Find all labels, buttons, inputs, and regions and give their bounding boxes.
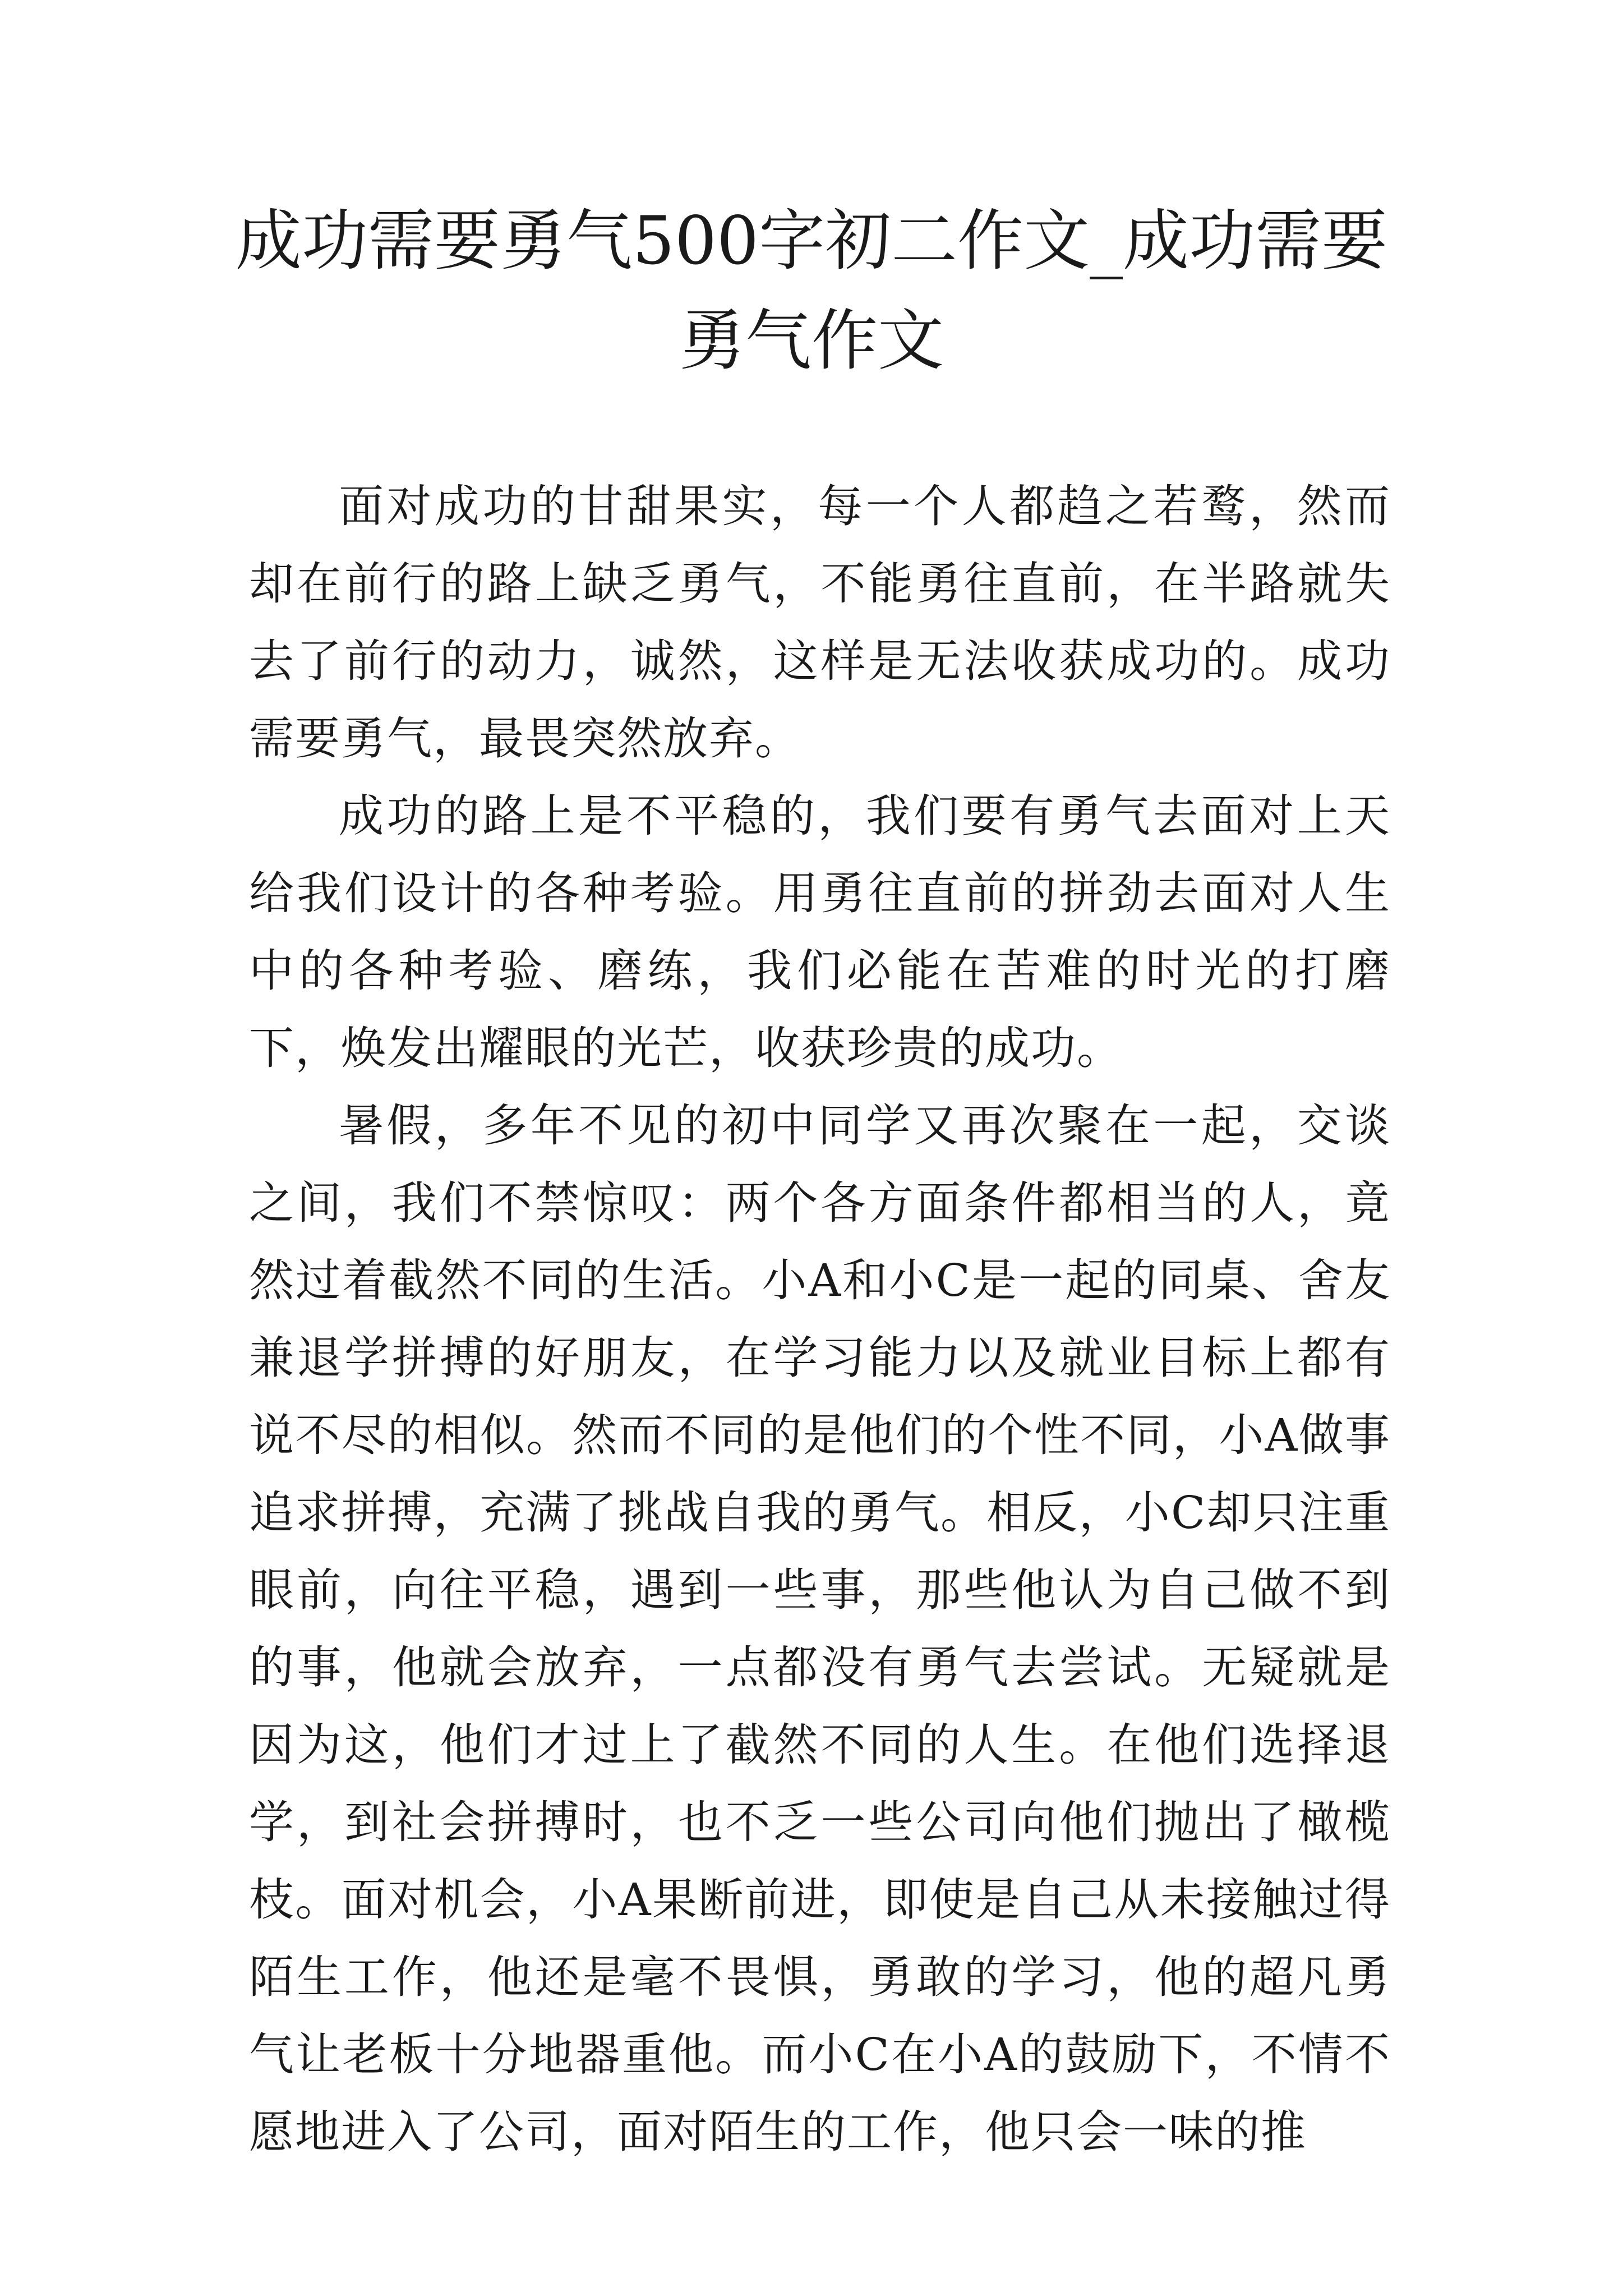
document-title: 成功需要勇气500字初二作文_成功需要勇气作文: [235, 202, 1388, 379]
paragraph-2: 成功的路上是不平稳的，我们要有勇气去面对上天给我们设计的各种考验。用勇往直前的拼劲去面对人生中的各种考验、磨练，我们必能在苦难的时光的打磨下，焕发出耀眼的光芒，收获珍贵的成功。: [249, 790, 1391, 1074]
paragraph-1: 面对成功的甘甜果实，每一个人都趋之若鹜，然而却在前行的路上缺乏勇气，不能勇往直前，在半路就失去了前行的动力，诚然，这样是无法收获成功的。成功需要勇气，最畏突然放弃。: [249, 480, 1391, 765]
document-body: [249, 468, 1391, 2171]
paragraph-3: 暑假，多年不见的初中同学又再次聚在一起，交谈之间，我们不禁惊叹：两个各方面条件都相当的人，竟然过着截然不同的生活。小A和小C是一起的同桌、舍友兼退学拼搏的好朋友，在学习能力以及就业目标上都有说不尽的相似。然而不同的是他们的个性不同，小A做事追求拼搏，充满了挑战自我的勇气。相反，小C却只注重眼前，向往平稳，遇到一些事，那些他认为自己做不到的事，他就会放弃，一点都没有勇气去尝试。无疑就是因为这，他们才过上了截然不同的人生。在他们选择退学，到社会拼搏时，也不乏一些公司向他们抛出了橄榄枝。面对机会，小A果断前进，即使是自己从未接触过得陌生工作，他还是毫不畏惧，勇敢的学习，他的超凡勇气让老板十分地器重他。而小C在小A的鼓励下，不情不愿地进入了公司，面对陌生的工作，他只会一味的推: [249, 1099, 1391, 2158]
